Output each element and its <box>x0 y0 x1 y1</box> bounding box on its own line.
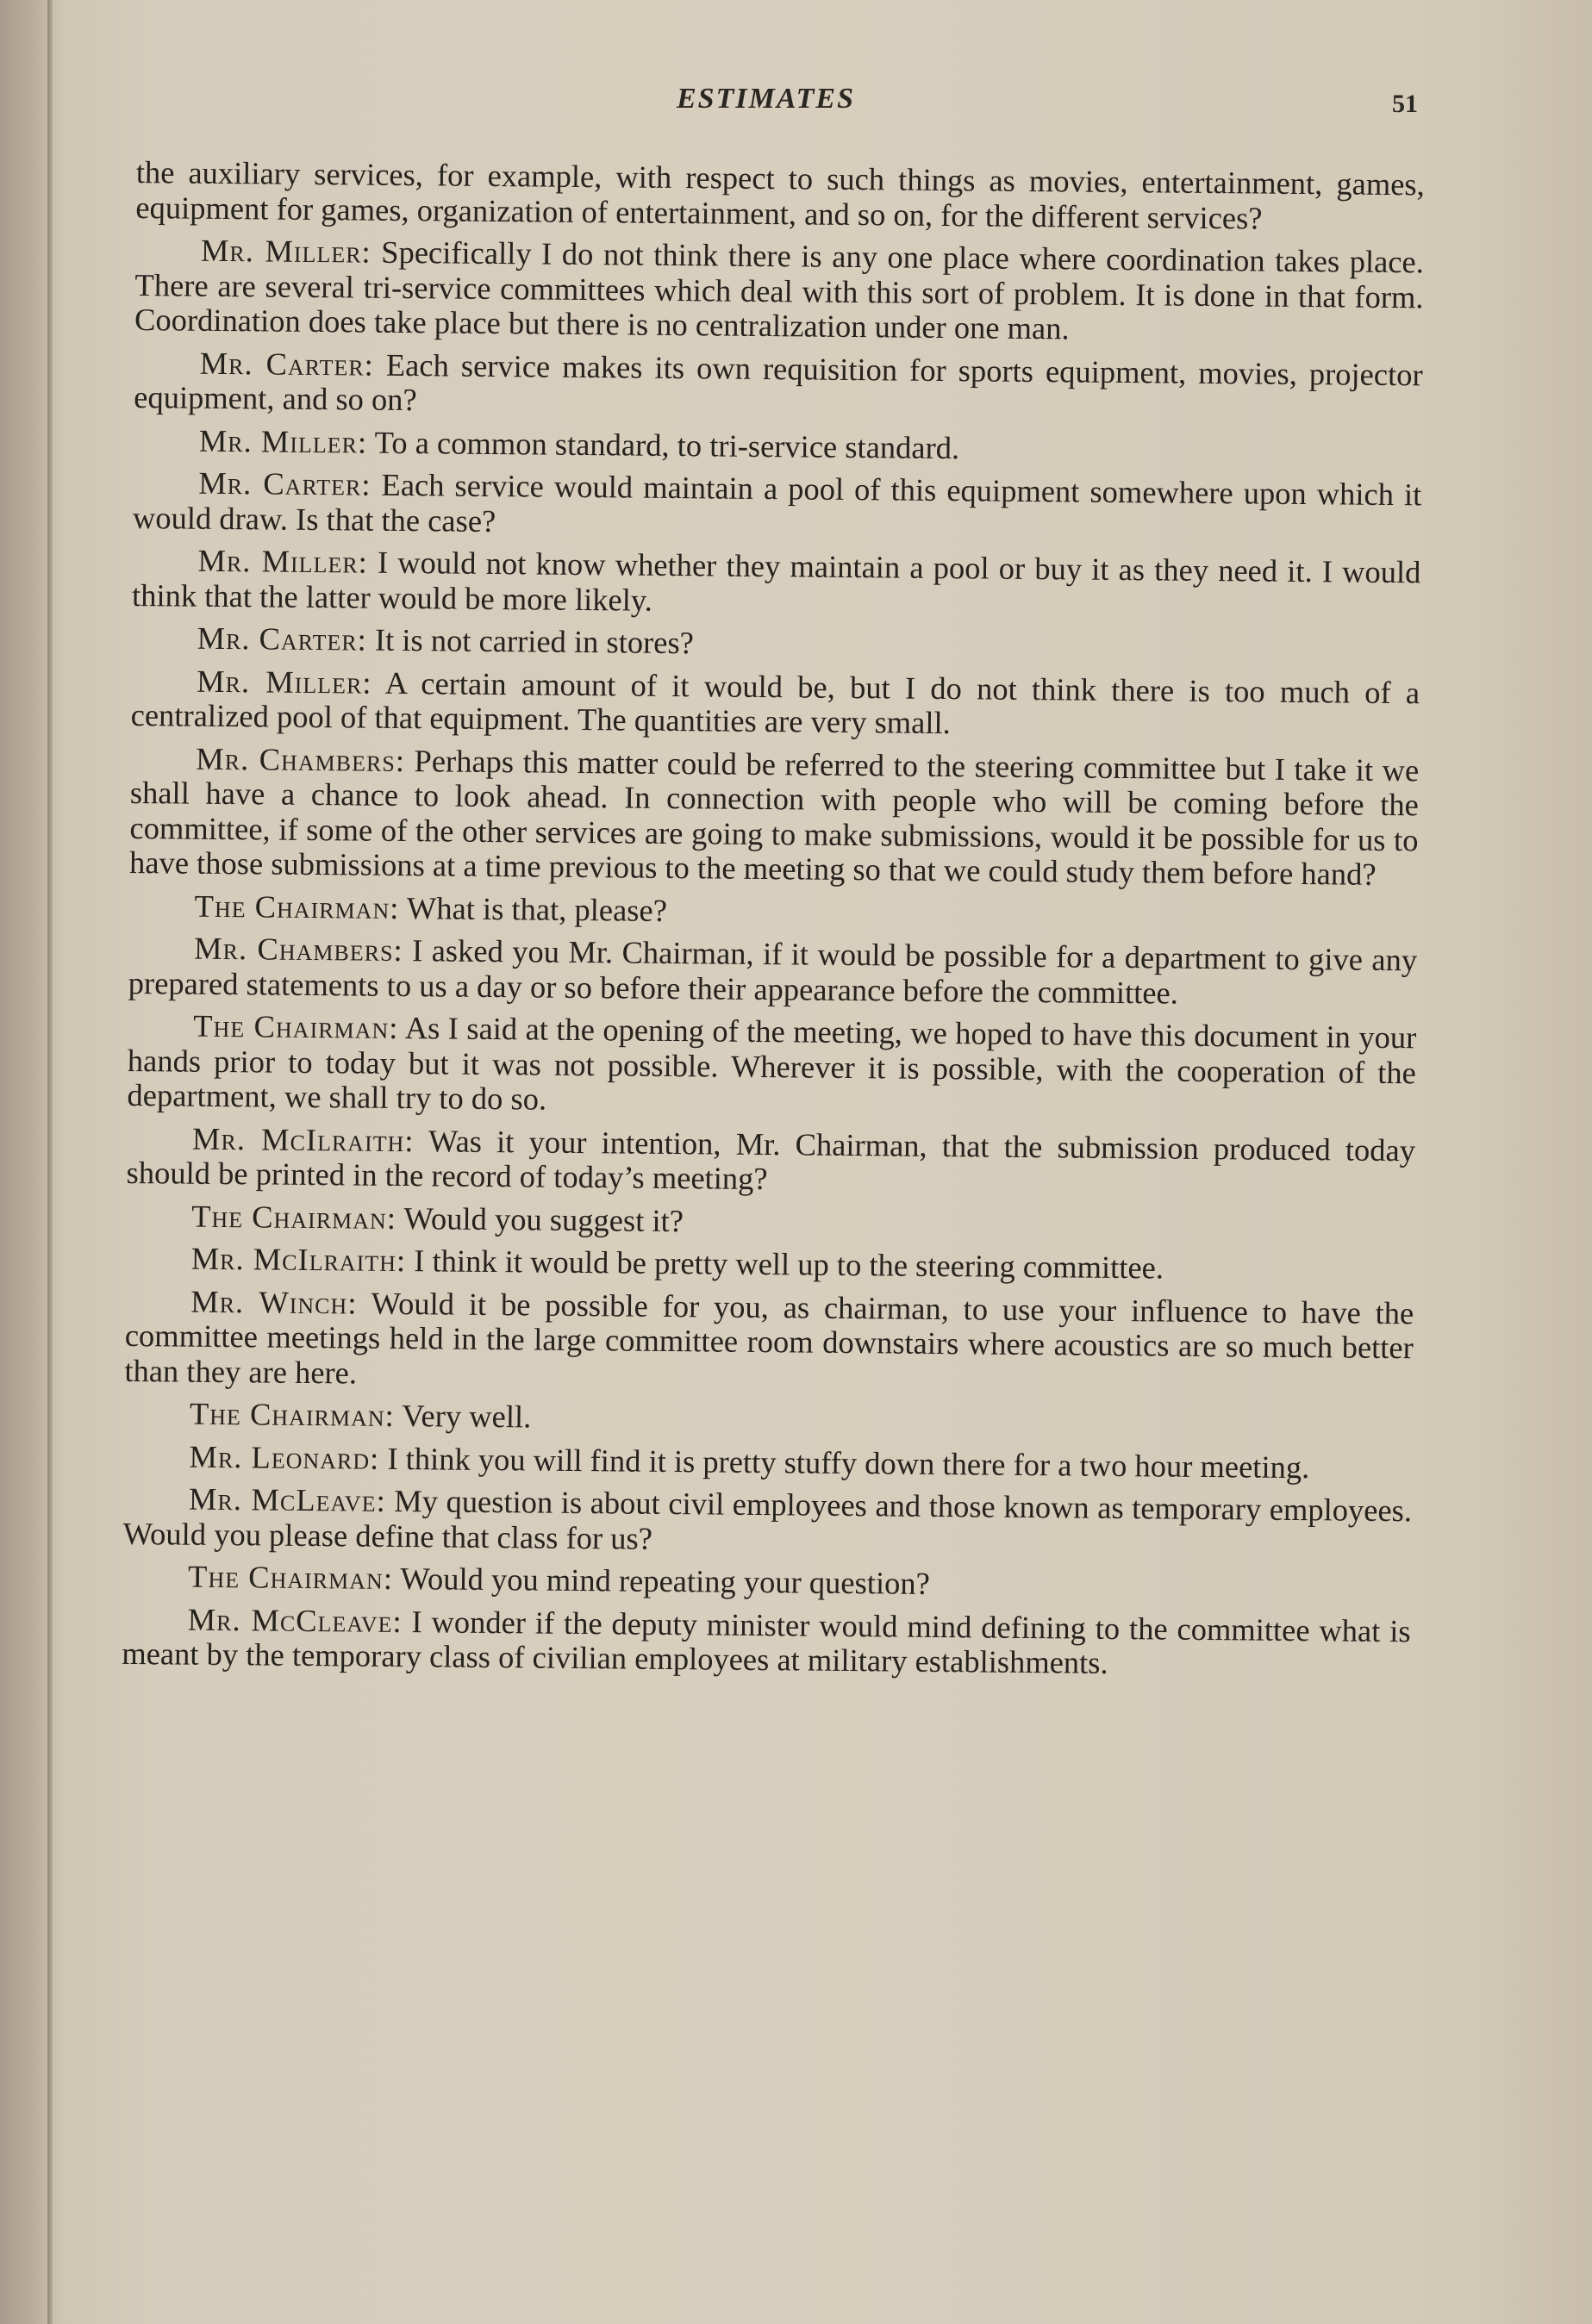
paragraph <box>124 1283 1414 1400</box>
paragraph <box>126 1120 1415 1202</box>
paragraph-text: Very well. <box>402 1398 532 1435</box>
paragraph-text: Each service would maintain a pool of this equipment somewhere upon which it would draw. Is that the case? <box>132 466 1422 539</box>
speaker-name: Mr. McCleave: <box>187 1601 403 1639</box>
paragraph <box>131 620 1420 668</box>
speaker-name: Mr. Miller: <box>198 422 368 460</box>
speaker-name: Mr. Carter: <box>198 464 371 502</box>
paragraph <box>135 155 1425 237</box>
paragraph-text: Specifically I do not think there is any one place where coordination takes place. There are several tri-service committees which deal with this sort of problem. It is done in that form. Coordination does take place but there is no centralization under one man. <box>134 234 1425 346</box>
speaker-name: The Chairman: <box>187 1558 394 1596</box>
speaker-name: The Chairman: <box>193 1007 399 1045</box>
paragraph <box>134 345 1423 427</box>
paragraph-text: Would you mind repeating your question? <box>400 1561 931 1601</box>
paragraph <box>134 233 1424 350</box>
speaker-name: Mr. Carter: <box>197 620 368 657</box>
paragraph <box>123 1438 1412 1486</box>
speaker-name: The Chairman: <box>190 1198 397 1236</box>
paragraph-text: Would you suggest it? <box>403 1199 684 1238</box>
speaker-name: The Chairman: <box>189 1395 395 1433</box>
paragraph-text: What is that, please? <box>406 889 668 928</box>
paragraph-text: To a common standard, to tri-service standard. <box>374 424 960 465</box>
paragraph <box>128 931 1418 1012</box>
paragraph <box>124 1396 1413 1443</box>
paragraph <box>126 1241 1414 1288</box>
paragraph <box>122 1481 1412 1563</box>
paragraph-text: Was it your intention, Mr. Chairman, that the submission produced today should be printed in the record of today’s meeting? <box>126 1122 1416 1197</box>
paragraph-text: It is not carried in stores? <box>374 621 695 661</box>
speaker-name: Mr. Leonard: <box>189 1438 380 1476</box>
speaker-name: Mr. Chambers: <box>193 930 403 969</box>
binding-edge <box>47 0 53 2324</box>
paragraph <box>129 740 1419 892</box>
speaker-name: Mr. McIlraith: <box>191 1120 415 1158</box>
speaker-name: Mr. Carter: <box>199 345 375 383</box>
paragraph <box>128 888 1417 935</box>
running-head: ESTIMATES <box>677 83 855 115</box>
paragraph-text: As I said at the opening of the meeting, we hoped to have this document in your hands prior to today but it was not possible. Wherever it is possible, with the cooperation of the department, we shall try to do so. <box>127 1010 1417 1117</box>
speaker-name: Mr. Winch: <box>190 1283 358 1321</box>
paragraph-text: A certain amount of it would be, but I do not think there is too much of a centralized pool of that equipment. The quantities are very small. <box>130 664 1420 741</box>
paragraph <box>127 1008 1416 1125</box>
body-text <box>122 155 1425 1692</box>
paragraph <box>122 1559 1411 1606</box>
speaker-name: Mr. Miller: <box>197 542 369 580</box>
speaker-name: Mr. Miller: <box>196 663 372 701</box>
paragraph <box>134 422 1422 470</box>
paragraph-text: I wonder if the deputy minister would mind defining to the committee what is meant by the temporary class of civilian employees at military establishments. <box>122 1603 1411 1680</box>
paragraph-text: I would not know whether they maintain a pool or buy it as they need it. I would think that the latter would be more likely. <box>131 544 1421 618</box>
paragraph-text: I think it would be pretty well up to the steering committee. <box>414 1243 1164 1286</box>
paragraph-text: Would it be possible for you, as chairman, to use your influence to have the committee meetings held in the large committee room downstairs where acoustics are so much better than they are here. <box>124 1285 1414 1391</box>
paragraph-text: I think you will find it is pretty stuffy down there for a two hour meeting. <box>387 1440 1310 1485</box>
paragraph-text: My question is about civil employees and those known as temporary employees. Would you please define that class for us? <box>122 1482 1413 1556</box>
speaker-name: Mr. McIlraith: <box>190 1240 407 1279</box>
speaker-name: The Chairman: <box>194 888 400 925</box>
paragraph-text: Perhaps this matter could be referred to the steering committee but I take it we shall have a chance to look ahead. In connection with people who will be coming before the committee, if some of the other services are going to make submissions, would it be possible for us to have those submissions at a time previous to the meeting so that we could study them before hand? <box>128 742 1420 892</box>
speaker-name: Mr. Chambers: <box>196 740 406 778</box>
speaker-name: Mr. Miller: <box>200 232 371 270</box>
page-number: 51 <box>1392 90 1418 118</box>
paragraph-text: the auxiliary services, for example, with respect to such things as movies, entertainment, games, equipment for games, organization of entertainment, and so on, for the different services? <box>135 154 1425 236</box>
paragraph <box>132 543 1421 625</box>
speaker-name: Mr. McLeave: <box>188 1480 386 1518</box>
paragraph <box>122 1601 1411 1683</box>
paragraph-text: Each service makes its own requisition for sports equipment, movies, projector equipment, and so on? <box>134 346 1423 418</box>
paragraph-text: I asked you Mr. Chairman, if it would be possible for a department to give any prepared statements to us a day or so before their appearance before the committee. <box>128 932 1418 1011</box>
paragraph <box>126 1198 1414 1245</box>
paragraph <box>133 465 1422 547</box>
paragraph <box>131 663 1420 745</box>
